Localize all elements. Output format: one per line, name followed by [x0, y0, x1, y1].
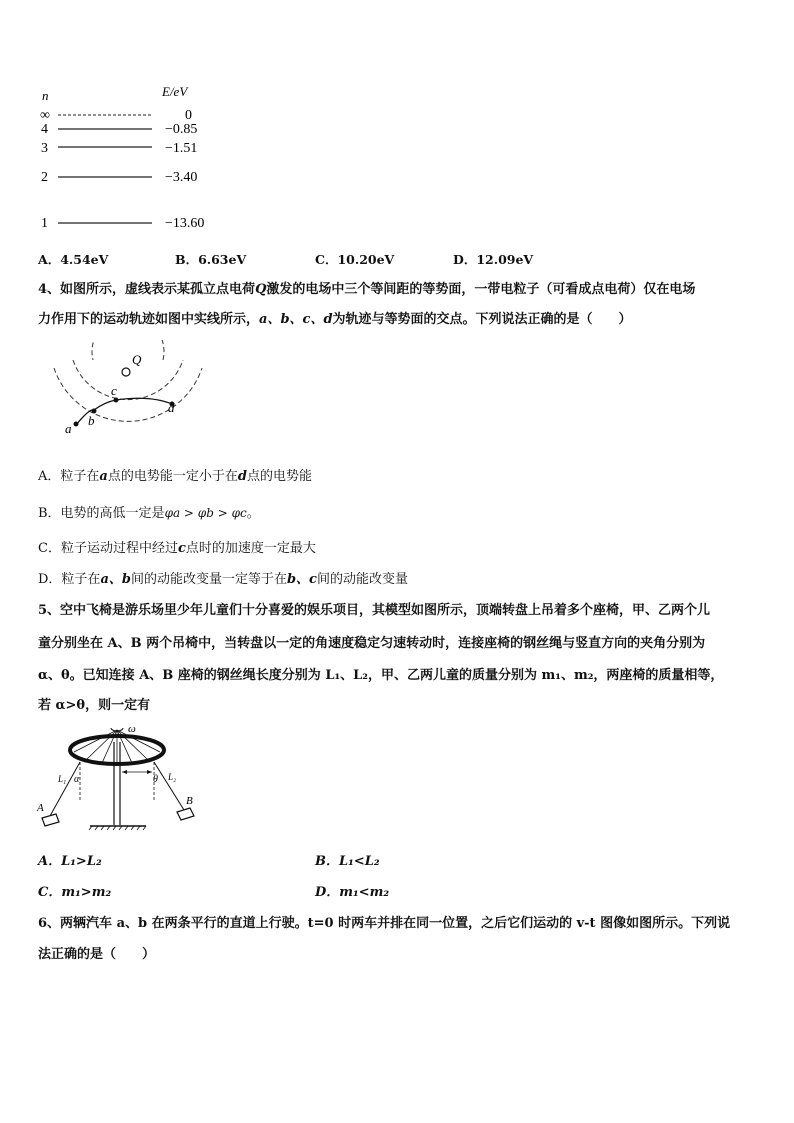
level-e-1: −13.60 — [165, 216, 205, 231]
q4-d-var1: a、b — [100, 572, 131, 587]
q4-figure — [40, 340, 230, 440]
point-b-label: b — [88, 413, 95, 428]
q5-number: 5、 — [38, 603, 61, 618]
q4-stem-l1a: 如图所示，虚线表示某孤立点电荷 — [60, 282, 256, 297]
q4-a-var1: a — [99, 469, 108, 484]
omega-label: ω — [128, 723, 136, 735]
point-d-label: d — [168, 400, 175, 415]
q4-d-text2: 间的动能改变量一定等于在 — [130, 572, 287, 587]
q4-stem-line1 — [38, 282, 695, 298]
q6-line1: 两辆汽车 a、b 在两条平行的直道上行驶。t=0 时两车并排在同一位置，之后它们运动的 v-t 图像如图所示。下列说 — [60, 916, 731, 931]
q4-stem-l2a: 力作用下的运动轨迹如图中实线所示， — [38, 312, 260, 327]
q5-option-b: B．L₁<L₂ — [315, 854, 380, 869]
rotation-arrow — [111, 728, 123, 731]
q4-stem-l2b: 为轨迹与等势面的交点。下列说法正确的是（ ） — [332, 312, 632, 327]
energy-level-diagram — [30, 80, 250, 240]
q5-figure-svg — [34, 722, 234, 832]
q3-option-b: B．6.63eV — [175, 252, 247, 267]
q6-stem-line1 — [38, 916, 730, 932]
q4-option-c — [38, 541, 316, 557]
q4-stem-l1b: 激发的电场中三个等间距的等势面，一带电粒子（可看成点电荷）仅在电场 — [266, 282, 696, 297]
point-c-label: c — [111, 383, 117, 398]
q5-line1: 空中飞椅是游乐场里少年儿童们十分喜爱的娱乐项目，其模型如图所示，顶端转盘上吊着多个座椅，甲、乙两个儿 — [60, 603, 711, 618]
q6-stem-line2: 法正确的是（ ） — [38, 947, 156, 962]
energy-axis-label: E/eV — [162, 84, 188, 99]
point-a-label: a — [65, 421, 72, 436]
theta-label: θ — [153, 774, 158, 785]
charge-q — [122, 368, 130, 376]
q5-option-c: C．m₁>m₂ — [38, 885, 112, 900]
seat-b-label: B — [186, 795, 193, 807]
l2-label: L₂ — [168, 772, 177, 782]
charge-q-label: Q — [132, 352, 142, 367]
canopy-spokes — [74, 730, 160, 764]
energy-level-svg — [30, 80, 250, 240]
radius-arrow-head-right — [147, 770, 152, 774]
q5-option-d: D．m₁<m₂ — [315, 885, 390, 900]
q4-b-text1: B．电势的高低一定是 — [38, 506, 165, 521]
q4-a-text1: A．粒子在 — [38, 469, 100, 484]
rope-l1 — [50, 762, 80, 816]
q5-stem-line4: 若 α>θ，则一定有 — [38, 698, 151, 713]
q3-option-c: C．10.20eV — [315, 252, 395, 267]
seat-a-label: A — [37, 802, 44, 814]
q4-c-text2: 点时的加速度一定最大 — [185, 541, 316, 556]
q3-option-d: D．12.09eV — [453, 252, 534, 267]
q5-stem-line3: α、θ。已知连接 A、B 座椅的钢丝绳长度分别为 L₁、L₂，甲、乙两儿童的质量分别为 m₁、m₂，两座椅的质量相等， — [38, 668, 724, 683]
level-n-2: 2 — [41, 170, 48, 185]
radius-arrow-head-left — [122, 770, 127, 774]
n-axis-label: n — [42, 88, 49, 103]
point-a-dot — [74, 422, 79, 427]
q4-a-text2: 点的电势能一定小于在 — [107, 469, 238, 484]
q4-a-var2: d — [237, 469, 247, 484]
q4-option-d — [38, 572, 408, 588]
level-n-1: 1 — [41, 216, 48, 231]
level-n-inf: ∞ — [40, 108, 50, 123]
q4-option-a — [38, 469, 312, 485]
q4-b-text2: 。 — [246, 506, 260, 521]
equipotential-middle — [73, 360, 183, 400]
level-n-3: 3 — [41, 141, 48, 156]
q4-points: a、b、c、d — [259, 312, 333, 327]
q4-d-text1: D．粒子在 — [38, 572, 101, 587]
seat-a — [42, 814, 59, 826]
q5-option-a: A．L₁>L₂ — [38, 854, 102, 869]
level-e-3: −1.51 — [165, 141, 198, 156]
q4-d-text3: 间的动能改变量 — [316, 572, 408, 587]
level-n-4: 4 — [41, 122, 48, 137]
q5-stem-line2: 童分别坐在 A、B 两个吊椅中，当转盘以一定的角速度稳定匀速转动时，连接座椅的钢丝绳与竖直方向的夹角分别为 — [38, 636, 706, 651]
q4-c-var1: c — [177, 541, 186, 556]
point-c-dot — [114, 398, 119, 403]
level-e-4: −0.85 — [165, 122, 198, 137]
q4-stem-line2 — [38, 312, 632, 328]
q6-number: 6、 — [38, 916, 61, 931]
q3-option-a: A．4.54eV — [38, 252, 109, 267]
q4-option-b — [38, 505, 260, 522]
l1-label: L₁ — [58, 774, 67, 784]
seat-b — [177, 808, 194, 820]
q4-var-q: Q — [255, 282, 267, 297]
q4-c-text1: C．粒子运动过程中经过 — [38, 541, 178, 556]
q4-b-formula: φa > φb > φc — [164, 506, 247, 520]
q4-number: 4、 — [38, 282, 61, 297]
q4-d-var2: b、c — [286, 572, 317, 587]
level-e-inf: 0 — [185, 108, 192, 123]
alpha-label: α — [74, 774, 80, 785]
q5-stem-line1 — [38, 603, 710, 619]
rope-l2 — [154, 762, 184, 810]
equipotential-inner — [92, 340, 164, 360]
q4-a-text3: 点的电势能 — [246, 469, 312, 484]
q4-figure-svg — [40, 340, 230, 440]
q5-figure — [34, 722, 234, 832]
level-e-2: −3.40 — [165, 170, 198, 185]
